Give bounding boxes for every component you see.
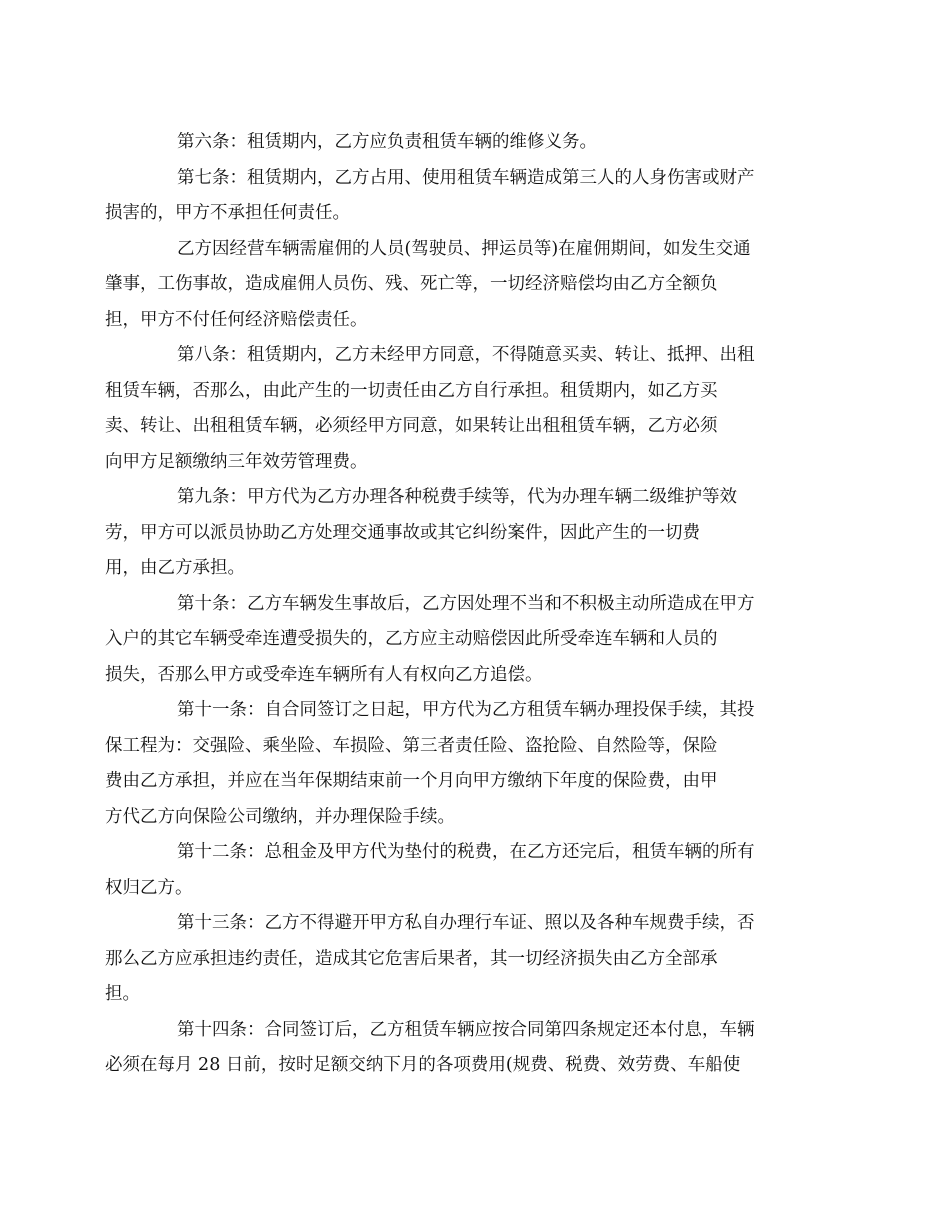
paragraph-line: 第九条：甲方代为乙方办理各种税费手续等，代为办理车辆二级维护等效 <box>177 487 737 507</box>
paragraph-line: 第十二条：总租金及甲方代为垫付的税费，在乙方还完后，租赁车辆的所有 <box>177 842 755 862</box>
paragraph-line: 向甲方足额缴纳三年效劳管理费。 <box>105 451 368 472</box>
paragraph-line: 第八条：租赁期内，乙方未经甲方同意，不得随意买卖、转让、抵押、出租 <box>177 345 755 365</box>
paragraph-line: 保工程为：交强险、乘坐险、车损险、第三者责任险、盗抢险、自然险等，保险 <box>105 735 718 756</box>
paragraph-line: 劳，甲方可以派员协助乙方处理交通事故或其它纠纷案件，因此产生的一切费 <box>105 522 700 543</box>
paragraph-line: 方代乙方向保险公司缴纳，并办理保险手续。 <box>105 806 455 827</box>
paragraph-line: 入户的其它车辆受牵连遭受损失的，乙方应主动赔偿因此所受牵连车辆和人员的 <box>105 629 718 649</box>
article-14-paragraph <box>105 1013 817 1084</box>
article-9-paragraph <box>105 480 817 587</box>
article-12-paragraph <box>105 835 817 906</box>
article-13-paragraph <box>105 906 817 1013</box>
article-7-paragraph <box>105 161 817 232</box>
paragraph-line: 担。 <box>105 984 140 1004</box>
article-8-paragraph <box>105 338 817 480</box>
paragraph-line: 第六条：租赁期内，乙方应负责租赁车辆的维修义务。 <box>177 132 597 152</box>
paragraph-line: 必须在每月 28 日前，按时足额交纳下月的各项费用(规费、税费、效劳费、车船使 <box>105 1055 741 1075</box>
article-11-paragraph <box>105 693 817 835</box>
paragraph-line: 第十四条：合同签订后，乙方租赁车辆应按合同第四条规定还本付息，车辆 <box>177 1019 755 1040</box>
paragraph-line: 卖、转让、出租租赁车辆，必须经甲方同意，如果转让出租租赁车辆，乙方必须 <box>105 416 718 436</box>
paragraph-line: 费由乙方承担，并应在当年保期结束前一个月向甲方缴纳下年度的保险费，由甲 <box>105 771 718 791</box>
paragraph-line: 第十三条：乙方不得避开甲方私自办理行车证、照以及各种车规费手续，否 <box>177 913 755 933</box>
paragraph-line: 用，由乙方承担。 <box>105 558 245 578</box>
paragraph-line: 租赁车辆，否那么，由此产生的一切责任由乙方自行承担。租赁期内，如乙方买 <box>105 380 718 401</box>
paragraph-line: 第十条：乙方车辆发生事故后，乙方因处理不当和不积极主动所造成在甲方 <box>177 593 755 614</box>
document-body <box>105 125 817 1084</box>
paragraph-line: 损失，否那么甲方或受牵连车辆所有人有权向乙方追偿。 <box>105 664 543 685</box>
paragraph-line: 乙方因经营车辆需雇佣的人员(驾驶员、押运员等)在雇佣期间，如发生交通 <box>177 238 751 259</box>
paragraph-line: 担，甲方不付任何经济赔偿责任。 <box>105 309 368 330</box>
article-6-paragraph <box>141 125 817 161</box>
paragraph-line: 肇事，工伤事故，造成雇佣人员伤、残、死亡等，一切经济赔偿均由乙方全额负 <box>105 274 718 294</box>
paragraph-line: 第七条：租赁期内，乙方占用、使用租赁车辆造成第三人的人身伤害或财产 <box>177 167 755 188</box>
paragraph-line: 损害的，甲方不承担任何责任。 <box>105 203 350 223</box>
paragraph-line: 那么乙方应承担违约责任，造成其它危害后果者，其一切经济损失由乙方全部承 <box>105 948 718 969</box>
paragraph-line: 第十一条：自合同签订之日起，甲方代为乙方租赁车辆办理投保手续，其投 <box>177 700 755 720</box>
article-10-paragraph <box>105 587 817 694</box>
employee-liability-paragraph <box>105 232 817 339</box>
paragraph-line: 权归乙方。 <box>105 877 193 898</box>
